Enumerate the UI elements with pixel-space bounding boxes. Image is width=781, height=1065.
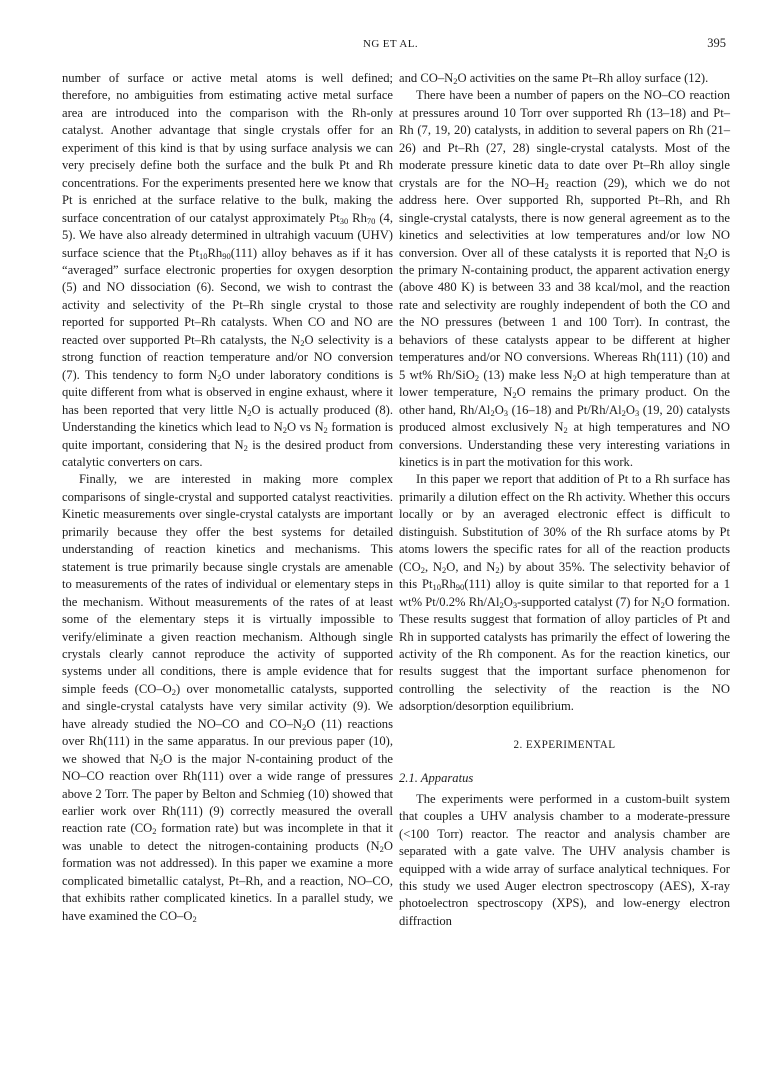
- paragraph: There have been a number of papers on the NO–CO reaction at pressures around 10 Torr over supported Rh (13–18) and Pt–Rh (7, 19, 20) catalysts, in addition to several papers on Rh (21–26) and Pt–Rh (27, 28) single-crystal catalysts. Most of the moderate pressure kinetic data to date over Pt–Rh alloy single crystals are for the $NO-H_2$ reaction (29), which we do not address here. Over supported Rh, supported Pt–Rh, and Rh single-crystal catalysts, there is now general agreement as to the kinetics and selectivities at low temperatures and/or low NO conversion. Over all of these catalysts it is reported that $N_2O$ is the primary N-containing product, the apparent activation energy (above 480 K) is between 33 and 38 kcal/mol, and the reaction rate and selectivity are roughly independent of both the CO and the NO pressures (between 1 and 100 Torr). In contrast, the behaviors of these catalysts appear to be different at higher temperatures and/or NO conversions. Whereas Rh(111) (10) and 5 wt% Rh/SiO$_2$ (13) make less $N_2O$ at high temperature than at lower temperature, $N_2O$ remains the primary product. On the other hand, $Rh/Al_2O_3$ (16–18) and $Pt/Rh/Al_2O_3$ (19, 20) catalysts produced almost exclusively $N_2$ at high temperatures and NO conversions. Understanding these very interesting variations in kinetics is in part the motivation for this work.: [399, 88, 730, 469]
- paragraph: number of surface or active metal atoms is well defined; therefore, no ambiguities from estimating active metal surface area are introduced into the comparison with the Rh-only catalyst. Another advantage that single crystals offer for an experiment of this kind is that by using surface analysis we can very precisely define both the surface and the bulk Pt and Rh concentrations. For the experiments presented here we know that Pt is enriched at the surface relative to the bulk, making the surface concentration of our catalyst approximately $Pt_{30}$ $Rh_{70}$ (4, 5). We have also already determined in ultrahigh vacuum (UHV) surface science that the $Pt_{10}Rh_{90}(111)$ alloy behaves as if it has “averaged” surface electronic properties for oxygen desorption (5) and NO dissociation (6). Second, we wish to contrast the activity and selectivity of the Pt–Rh single crystal to those reported for supported Pt–Rh catalysts. When CO and NO are reacted over supported Pt–Rh catalysts, the $N_2O$ selectivity is a strong function of reaction temperature and/or NO conversion (7). This tendency to form $N_2O$ under laboratory conditions is quite different from what is observed in engine exhaust, where it has been reported that very little $N_2O$ is actually produced (8). Understanding the kinetics which lead to $N_2O$ vs $N_2$ formation is quite important, considering that $N_2$ is the desired product from catalytic converters on cars.: [62, 71, 394, 469]
- paragraph: In this paper we report that addition of Pt to a Rh surface has primarily a dilution effect on the Rh activity. Whether this occurs locally or by an averaged electronic effect is difficult to distinguish. Substitution of 30% of the Rh surface atoms by Pt atoms lowers the specific rates for all of the reaction products ($CO_2$, $N_2O$, and $N_2$) by about 35%. The selectivity behavior of this $Pt_{10}Rh_{90}(111)$ alloy is quite similar to that reported for a 1 wt% Pt/0.2% $Rh/Al_2O_3$-supported catalyst (7) for $N_2O$ formation. These results suggest that formation of alloy particles of Pt and Rh in supported catalysts has primarily the effect of lowering the activity of the Rh component. As for the reaction kinetics, our results suggest that the important surface phenomenon for controlling the selectivity of the reaction is the NO adsorption/desorption equilibrium.: [399, 472, 730, 714]
- paragraph: and $CO-N_2O$ activities on the same Pt–Rh alloy surface (12).: [399, 71, 709, 86]
- section-heading: 2. EXPERIMENTAL: [513, 738, 616, 751]
- paragraph: The experiments were performed in a custom-built system that couples a UHV analysis chamber to a moderate-pressure (<100 Torr) reactor. The reactor and analysis chamber are separated with a gate valve. The UHV analysis chamber is equipped with a wide array of surface analytical techniques. For this study we used Auger electron spectroscopy (AES), X-ray photoelectron spectroscopy (XPS), and low-energy electron diffraction: [399, 791, 730, 928]
- left-column: [62, 70, 393, 925]
- paragraph: Finally, we are interested in making more complex comparisons of single-crystal and supported catalyst reactivities. Kinetic measurements over single-crystal catalysts are important primarily because they offer the best systems for detailed understanding of reaction kinetics and mechanisms. This statement is true primarily because single crystals are amenable to measurements of the rates of individual or elementary steps in the mechanism. Without measurements of the rates of at least some of the elementary steps it is virtually impossible to verify/eliminate a given reaction mechanism. Although single crystals clearly cannot reproduce the activity of supported systems under all conditions, there is ample evidence that for simple feeds $(CO-O_2)$ over monometallic catalysts, supported and single-crystal catalysts have very similar activity (9). We have already studied the NO–CO and $CO-N_2O$ (11) reactions over Rh(111) in the same apparatus. In our previous paper (10), we showed that $N_2O$ is the major N-containing product of the NO–CO reaction over Rh(111) over a wide range of pressures above 2 Torr. The paper by Belton and Schmieg (10) showed that earlier work over Rh(111) (9) correctly measured the overall reaction rate ($CO_2$ formation rate) but was incomplete in that it was unable to detect the nitrogen-containing products ($N_2O$ formation was not addressed). In this paper we examine a more complicated bimetallic catalyst, Pt–Rh, and a reaction, NO–CO, that exhibits rather complicated kinetics. In a parallel study, we have examined the $CO-O_2$: [62, 472, 394, 924]
- page-number: 395: [707, 36, 726, 50]
- running-head: NG ET AL.: [362, 38, 419, 50]
- right-column: [399, 70, 730, 930]
- subsection-heading: 2.1. Apparatus: [399, 770, 474, 785]
